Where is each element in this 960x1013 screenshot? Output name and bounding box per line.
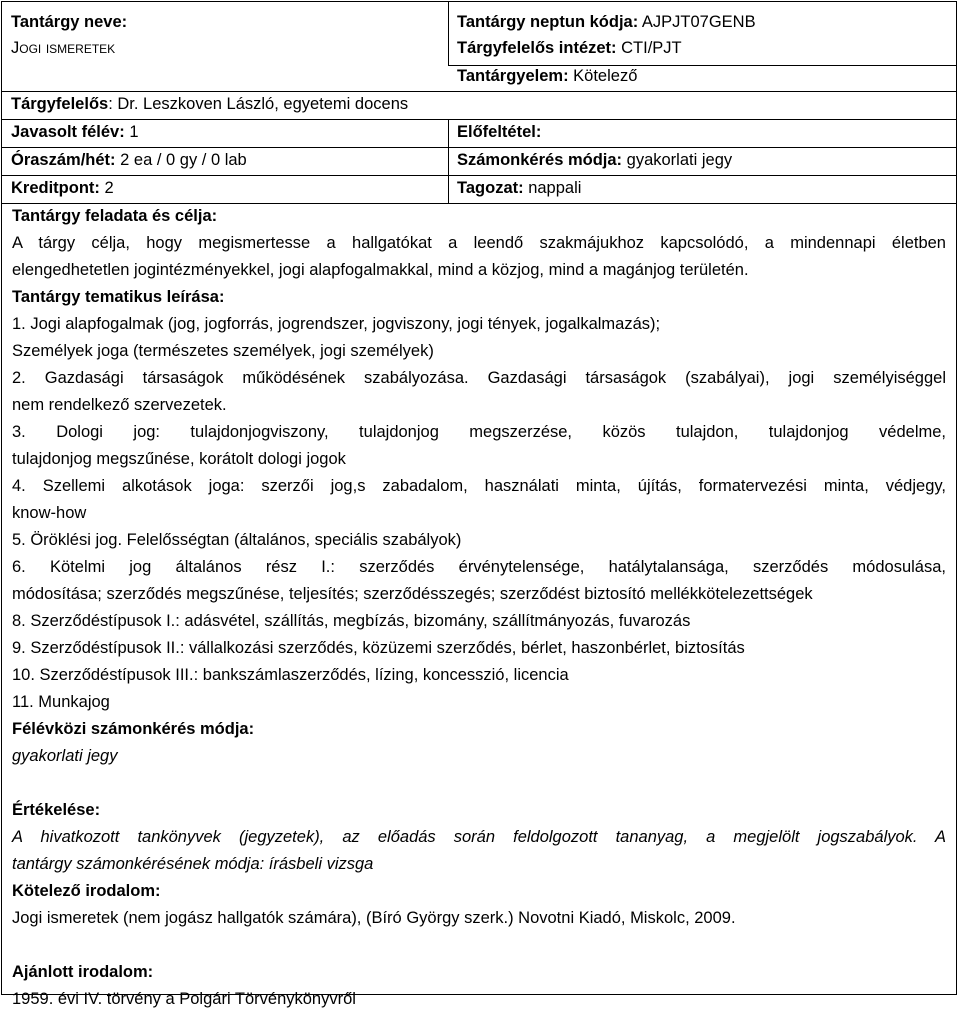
credit-row xyxy=(11,175,114,201)
topic-8: 8. Szerződéstípusok I.: adásvétel, szállítás, megbízás, bizomány, szállítmányozás, fuvarozás xyxy=(12,612,691,630)
topic-10: 10. Szerződéstípusok III.: bankszámlaszerződés, lízing, koncesszió, licencia xyxy=(12,666,569,684)
aim-line-1: A tárgy célja, hogy megismertesse a hallgatókat a leendő szakmájukhoz kapcsolódó, a mindennapi életben xyxy=(12,234,946,252)
responsible-value: : Dr. Leszkoven László, egyetemi docens xyxy=(108,95,409,113)
middle-divider xyxy=(448,119,449,204)
semester-value: 1 xyxy=(129,123,139,141)
evaluation-label: Értékelése: xyxy=(12,801,101,819)
topic-5: 5. Öröklési jog. Felelősségtan (általános, speciális szabályok) xyxy=(12,531,462,549)
credit-label: Kreditpont: xyxy=(11,179,100,197)
aim-label: Tantárgy feladata és célja: xyxy=(12,207,218,225)
topic-4a: 4. Szellemi alkotások joga: szerzői jog,s zabadalom, használati minta, újítás, formatervezési minta, védjegy, xyxy=(12,477,946,495)
exam-type-value: gyakorlati jegy xyxy=(626,151,733,169)
topic-11: 11. Munkajog xyxy=(12,693,110,711)
aim-line-2: elengedhetetlen jogintézményekkel, jogi alapfogalmakkal, mind a közjog, mind a magánjog területén. xyxy=(12,261,749,279)
course-element-value: Kötelező xyxy=(573,67,638,85)
course-name-value: Jogi ismeretek xyxy=(11,39,116,57)
topic-1b: Személyek joga (természetes személyek, jogi személyek) xyxy=(12,342,434,360)
topic-3a: 3. Dologi jog: tulajdonjogviszony, tulajdonjog megszerzése, közös tulajdon, tulajdonjog védelme, xyxy=(12,423,946,441)
neptun-code-value: AJPJT07GENB xyxy=(641,13,756,31)
institute-value: CTI/PJT xyxy=(621,39,682,57)
course-body xyxy=(12,203,946,1013)
midterm-value: gyakorlati jegy xyxy=(12,747,118,765)
exam-type-label: Számonkérés módja: xyxy=(457,151,623,169)
neptun-code-label: Tantárgy neptun kódja: xyxy=(457,13,639,31)
recommended-literature-value: 1959. évi IV. törvény a Polgári Törvénykönyvről xyxy=(12,990,356,1008)
topic-2b: nem rendelkező szervezetek. xyxy=(12,396,227,414)
topics-label: Tantárgy tematikus leírása: xyxy=(12,288,225,306)
responsible-row xyxy=(11,91,408,117)
topic-4b: know-how xyxy=(12,504,87,522)
neptun-code-row xyxy=(457,9,756,35)
exam-type-row xyxy=(457,147,732,173)
prerequisite-label: Előfeltétel: xyxy=(457,123,542,141)
credit-value: 2 xyxy=(104,179,114,197)
topic-1a: 1. Jogi alapfogalmak (jog, jogforrás, jogrendszer, jogviszony, jogi tények, jogalkalmazás); xyxy=(12,315,661,333)
topic-3b: tulajdonjog megszűnése, korátolt dologi jogok xyxy=(12,450,346,468)
responsible-label: Tárgyfelelős xyxy=(11,95,109,113)
topic-6a: 6. Kötelmi jog általános rész I.: szerződés érvénytelensége, hatálytalansága, szerződés módosulása, xyxy=(12,558,946,576)
required-literature-value: Jogi ismeretek (nem jogász hallgatók számára), (Bíró György szerk.) Novotni Kiadó, Miskolc, 2009. xyxy=(12,909,736,927)
course-name-label: Tantárgy neve: xyxy=(11,13,128,31)
recommended-literature-label: Ajánlott irodalom: xyxy=(12,963,154,981)
course-element-row xyxy=(457,63,637,89)
section-label: Tagozat: xyxy=(457,179,524,197)
institute-label: Tárgyfelelős intézet: xyxy=(457,39,617,57)
semester-label: Javasolt félév: xyxy=(11,123,125,141)
course-datasheet xyxy=(1,1,957,1008)
section-value: nappali xyxy=(528,179,582,197)
hours-value: 2 ea / 0 gy / 0 lab xyxy=(120,151,247,169)
section-row xyxy=(457,175,581,201)
midterm-label: Félévközi számonkérés módja: xyxy=(12,720,255,738)
institute-row xyxy=(457,35,682,61)
course-element-label: Tantárgyelem: xyxy=(457,67,569,85)
header-divider xyxy=(448,2,449,65)
topic-9: 9. Szerződéstípusok II.: vállalkozási szerződés, közüzemi szerződés, bérlet, haszonbérlet, biztosítás xyxy=(12,639,745,657)
semester-row xyxy=(11,119,139,145)
required-literature-label: Kötelező irodalom: xyxy=(12,882,161,900)
topic-2a: 2. Gazdasági társaságok működésének szabályozása. Gazdasági társaságok (szabályai), jogi személyiséggel xyxy=(12,369,946,387)
spacer xyxy=(12,932,946,959)
topic-6b: módosítása; szerződés megszűnése, teljesítés; szerződésszegés; szerződést biztosító mellékkötelezettségek xyxy=(12,585,813,603)
hours-row xyxy=(11,147,247,173)
spacer xyxy=(12,770,946,797)
evaluation-line-2: tantárgy számonkérésének módja: írásbeli vizsga xyxy=(12,855,374,873)
evaluation-line-1: A hivatkozott tankönyvek (jegyzetek), az előadás során feldolgozott tananyag, a megjelölt jogszabályok. A xyxy=(12,828,946,846)
hours-label: Óraszám/hét: xyxy=(11,151,116,169)
